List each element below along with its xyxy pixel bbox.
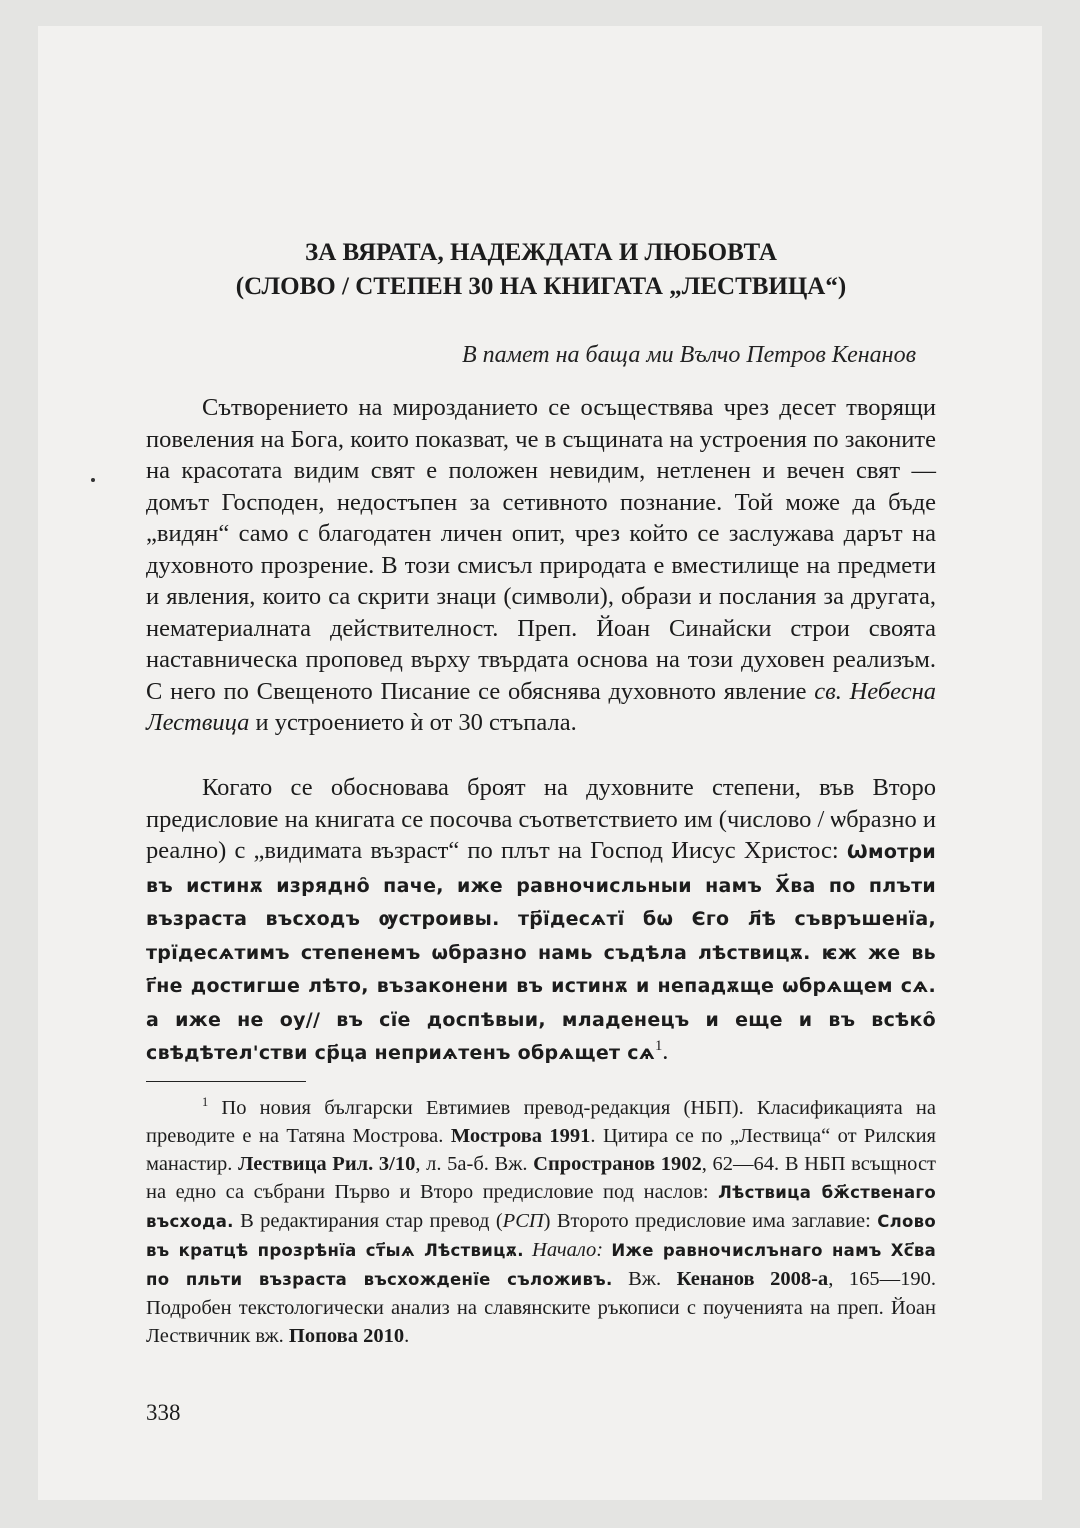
footnote-ref: 1 (654, 1037, 663, 1054)
footnote-marker: 1 (202, 1095, 209, 1110)
chapter-title (146, 236, 936, 304)
paragraph-1: Сътворението на мирозданието се осъществява чрез десет творящи повеления на Бога, които показват, че в същината на устроения по законите на красотата видим свят е положен невидим, нетленен и вечен свят — домът Господен, недостъпен за сетивното познание. Той може да бъде „видян“ само с благодатен личен опит, чрез който се заслужава дарът на духовното прозрение. В този смисъл природата е вместилище на предмети и явления, които са скрити знаци (символи), образи и послания за другата, нематериалната действителност. Преп. Йоан Синайски строи своята наставническа проповед върху твърдата основа на този духовен реализъм. С него по Свещеното Писание се обяснява духовното явление св. Небесна Лествица и устроението ѝ от 30 стъпала. (146, 394, 936, 736)
title-line-2: (СЛОВО / СТЕПЕН 30 НА КНИГАТА „ЛЕСТВИЦА“) (235, 273, 847, 300)
dedication: В памет на баща ми Вълчо Петров Кенанов (461, 342, 916, 368)
ink-dot (91, 478, 95, 482)
slavonic-quote: Ѡмотри въ истинѫ изрядно̑ паче, иже равночисльныи намъ Х҃ва по плъти възраста въсходъ ѹстроивы. тр҃їдесѧтї бѡ Єго л҃ѣ съвръшенїа, трїдесѧтимъ степенемъ ѡбразно намь съдѣла лѣствицѫ. ѥж же вь г҃не достигше лѣто, възаконени въ истинѫ и непадѫще ѡбрѧщем сѧ. а иже не оу// въ сїе доспѣвыи, младенецъ и еще и въ всѣко̑ свѣдѣтел'стви ср҃ца неприѧтенъ обрѧщет сѧ (146, 841, 936, 1064)
paragraph-1-italic: св. Небесна Лествица (146, 677, 936, 736)
footnote-divider (146, 1081, 306, 1082)
page-number: 338 (146, 1400, 181, 1425)
title-line-1: ЗА ВЯРАТА, НАДЕЖДАТА И ЛЮБОВТА (305, 239, 777, 266)
footnote: $^1$ По новия български Евтимиев превод-редакция (НБП). Класификацията на преводите е на Татяна Мострова. Мострова 1991. Цитира се по „Лествица“ от Рилския манастир. Лествица Рил. 3/10, л. 5а-б. Вж. Спространов 1902, 62—64. В НБП всъщност на едно са събрани Първо и Второ предисловие под наслов: Лѣствица бж҃ственаго въсхода. В редактирания стар превод (РСП) Второто предисловие има заглавие: Слово въ кратцѣ прозрѣнїа ст҃ыѧ Лѣствицѫ. Начало: Иже равночислънаго намъ Хс҃ва по пльти възраста въсхожденїе съложивъ. Вж. Кенанов 2008-а, 165—190. Подробен текстологически анализ на славянските ръкописи с поученията на преп. Йоан Лествичник вж. Попова 2010. (146, 1095, 937, 1347)
paragraph-2: Когато се обосновава броят на духовните степени, във Второ предисловие на книгата се посочва съответствието им (числово / ѡбразно и реално) с „видимата възраст“ по плът на Господ Иисус Христос: Ѡмотри въ истинѫ изрядно̑ паче, иже равночисльныи намъ Х҃ва по плъти възраста въсходъ ѹстроивы. тр҃їдесѧтї бѡ Єго л҃ѣ съвръшенїа, трїдесѧтимъ степенемъ ѡбразно намь съдѣла лѣствицѫ. ѥж же вь г҃не достигше лѣто, възаконени въ истинѫ и непадѫще ѡбрѧщем сѧ. а иже не оу// въ сїе доспѣвыи, младенецъ и еще и въ всѣко̑ свѣдѣтел'стви ср҃ца неприѧтенъ обрѧщет $сѧ^1$. (146, 774, 936, 1065)
